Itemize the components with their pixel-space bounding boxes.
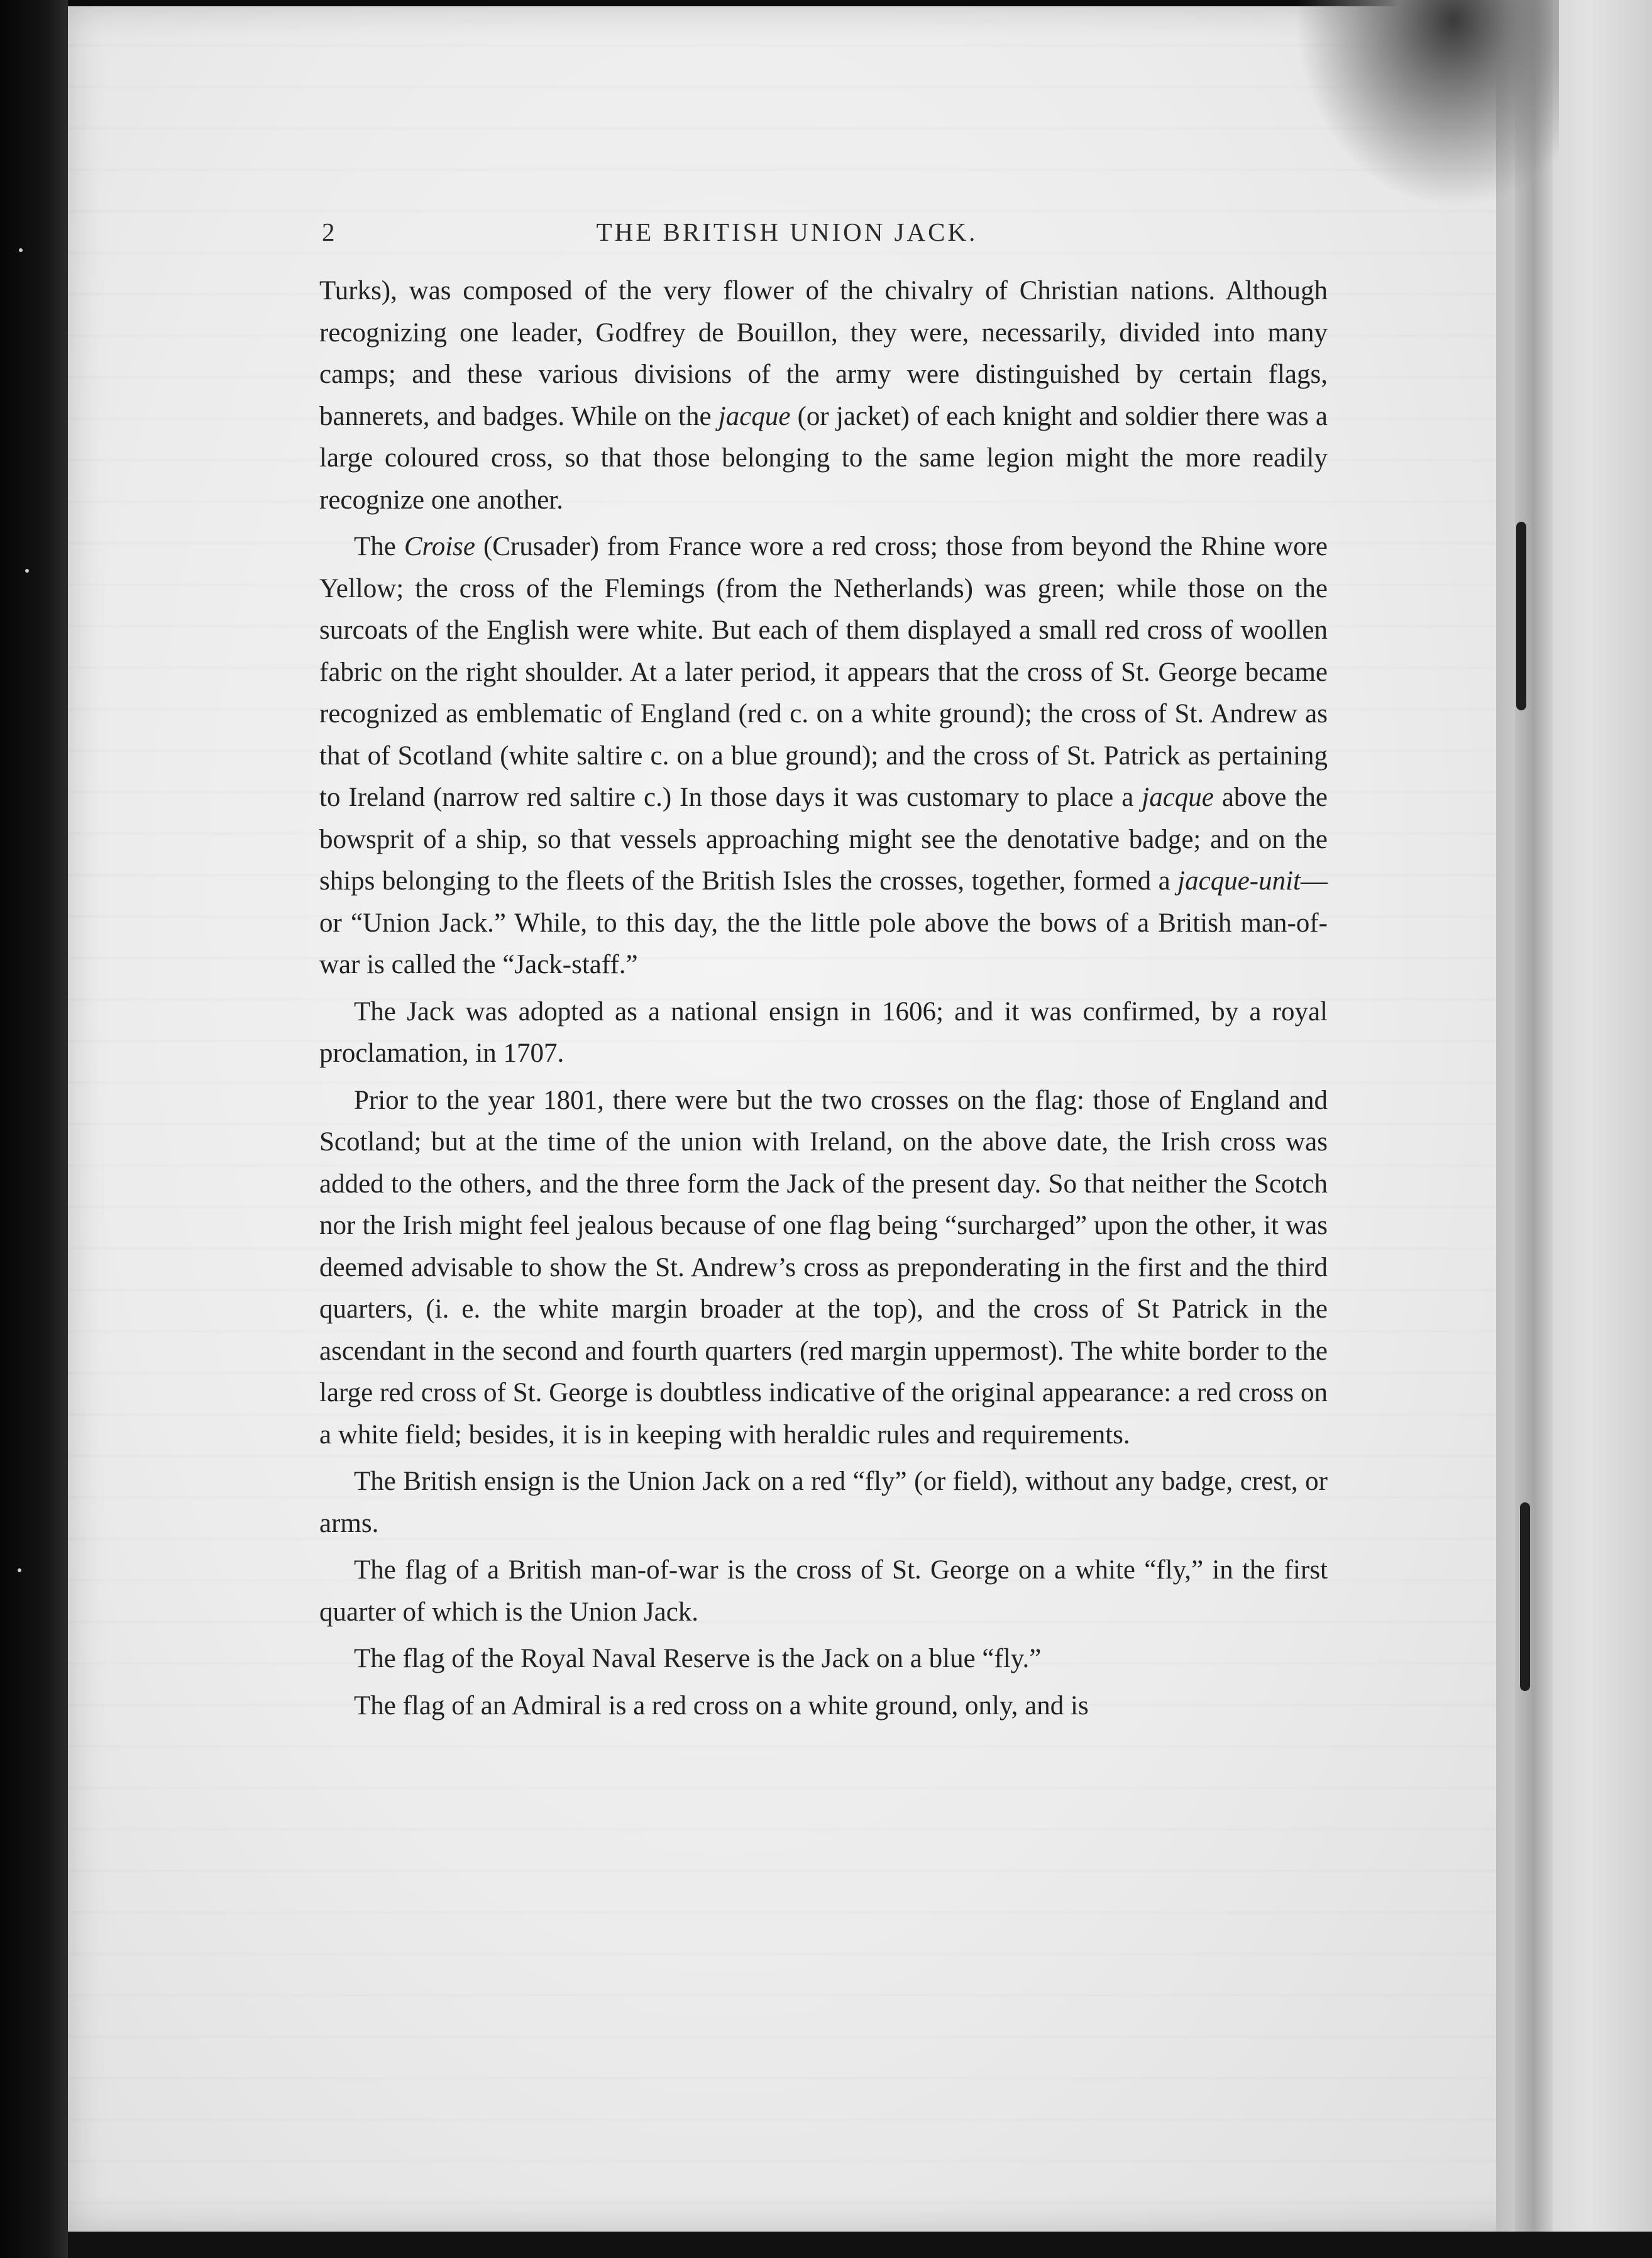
- film-speck: [18, 1568, 21, 1572]
- text-run: The Jack was adopted as a national ensign in 1606; and it was confirmed, by a royal proclamation, in 1707.: [319, 996, 1328, 1068]
- text-run: The flag of the Royal Naval Reserve is the Jack on a blue “fly.”: [354, 1644, 1042, 1673]
- paragraph: [319, 1685, 1328, 1727]
- film-speck: [25, 569, 29, 573]
- text-run: (Crusader) from France wore a red cross; those from beyond the Rhine wore Yellow; the cross of the Flemings (from the Netherlands) was green; while those on the surcoats of the English were white. But each of them displayed a small red cross of woollen fabric on the right shoulder. At a later period, it appears that the cross of St. George became recognized as emblematic of England (red c. on a white ground); the cross of St. Andrew as that of Scotland (white saltire c. on a blue ground); and the cross of St. Patrick as pertaining to Ireland (narrow red saltire c.) In those days it was customary to place a: [319, 532, 1328, 812]
- text-run: The flag of an Admiral is a red cross on a white ground, only, and is: [354, 1690, 1089, 1721]
- running-title: THE BRITISH UNION JACK.: [596, 218, 978, 246]
- paragraph: [319, 1461, 1328, 1545]
- paragraph: [319, 1550, 1328, 1633]
- page-fold: [1515, 0, 1553, 2258]
- italic-term: jacque: [1142, 783, 1214, 812]
- text-run: above the bowsprit of a ship, so that vessels approaching might see the denotative badge; and on the ships belonging to the fleets of the British Isles the crosses, together, formed a: [319, 783, 1328, 896]
- text-run: The: [354, 532, 404, 561]
- text-run: Turks), was composed of the very flower of the chivalry of Christian nations. Although recognizing one leader, Godfrey de Bouillon, they were, necessarily, divided into many camps; and these various divisions of the army were distinguished by certain flags, bannerets, and badges. While on the: [319, 276, 1328, 431]
- text-run: The British ensign is the Union Jack on a red “fly” (or field), without any badge, crest, or arms.: [319, 1467, 1328, 1538]
- corner-damage: [1295, 0, 1559, 207]
- text-run: The flag of a British man-of-war is the cross of St. George on a white “fly,” in the first quarter of which is the Union Jack.: [319, 1555, 1328, 1627]
- binding-mark-upper: [1516, 522, 1526, 710]
- binding-mark-lower: [1520, 1502, 1530, 1691]
- page-header: [246, 217, 1328, 267]
- italic-term: Croise: [404, 532, 475, 561]
- italic-term: jacque-unit: [1177, 866, 1301, 896]
- text-run: (or jacket) of each knight and soldier there was a large coloured cross, so that those belonging to the same legion might the more readily recognize one another.: [319, 401, 1328, 515]
- film-speck: [19, 248, 23, 252]
- paragraph: [319, 1638, 1328, 1680]
- paragraph: [319, 270, 1328, 521]
- page-number: 2: [322, 218, 337, 246]
- italic-term: jacque: [718, 401, 791, 431]
- text-run: Prior to the year 1801, there were but the two crosses on the flag: those of England and Scotland; but at the time of the union with Ireland, on the above date, the Irish cross was added to the others, and the three form the Jack of the present day. So that neither the Scotch nor the Irish might feel jealous because of one flag being “surcharged” upon the other, it was deemed advisable to show the St. Andrew’s cross as preponderating in the first and the third quarters, (i. e. the white margin broader at the top), and the cross of St Patrick in the ascendant in the second and fourth quarters (red margin uppermost). The white border to the large red cross of St. George is doubtless indicative of the original appearance: a red cross on a white field; besides, it is in keeping with heraldic rules and requirements.: [319, 1085, 1328, 1450]
- text-run: —or “Union Jack.” While, to this day, the the little pole above the bows of a British man-of-war is called the “Jack-staff.”: [319, 866, 1328, 979]
- body-text: [319, 270, 1328, 1732]
- paragraph: [319, 1080, 1328, 1457]
- film-margin-bottom: [68, 2232, 1652, 2258]
- film-margin-left: [0, 0, 68, 2258]
- paragraph: [319, 526, 1328, 986]
- paragraph: [319, 991, 1328, 1075]
